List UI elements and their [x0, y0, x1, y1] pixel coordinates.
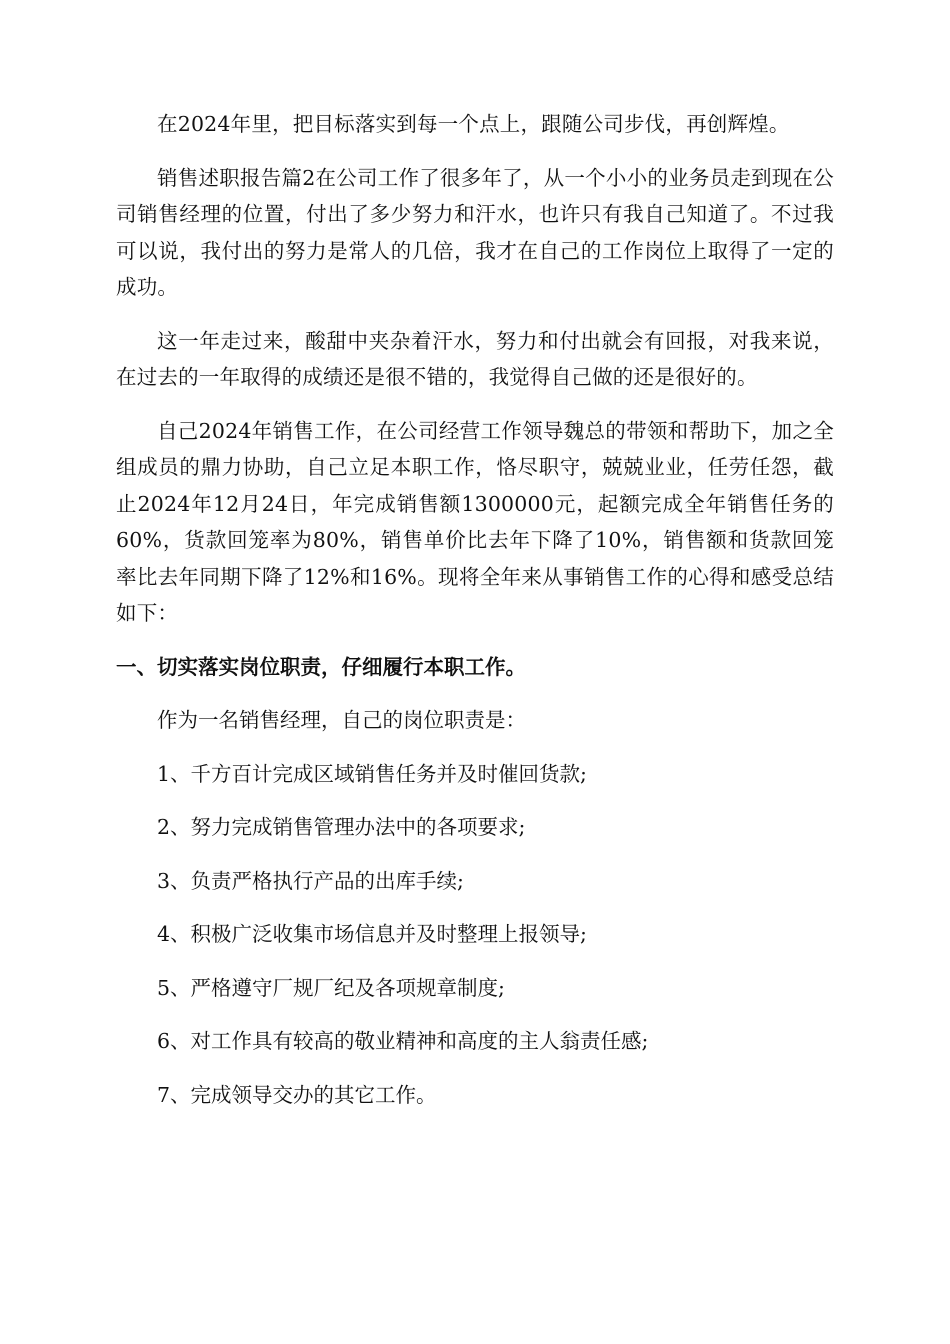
paragraph-goal: 在2024年里，把目标落实到每一个点上，跟随公司步伐，再创辉煌。 [157, 112, 790, 136]
duty-item: 7、完成领导交办的其它工作。 [157, 1082, 437, 1107]
paragraph-report-intro: 销售述职报告篇2在公司工作了很多年了，从一个小小的业务员走到现在公司销售经理的位置，付出了多少努力和汗水，也许只有我自己知道了。不过我可以说，我付出的努力是常人的几倍，我才在自己的工作岗位上取得了一定的成功。 [116, 165, 834, 299]
document-page [116, 106, 834, 1113]
duty-item: 6、对工作具有较高的敬业精神和高度的主人翁责任感; [157, 1029, 649, 1053]
duty-item: 5、严格遵守厂规厂纪及各项规章制度; [157, 975, 505, 1000]
duties-intro: 作为一名销售经理，自己的岗位职责是： [157, 708, 526, 732]
duty-item: 4、积极广泛收集市场信息并及时整理上报领导; [157, 922, 587, 946]
paragraph-sales-results: 自己2024年销售工作，在公司经营工作领导魏总的带领和帮助下，加之全组成员的鼎力协助，自己立足本职工作，恪尽职守，兢兢业业，任劳任怨，截止2024年12月24日，年完成销售额1300000元，起额完成全年销售任务的60%，货款回笼率为80%，销售单价比去年下降了10%，销售额和货款回笼率比去年同期下降了12%和16%。现将全年来从事销售工作的心得和感受总结如下： [116, 418, 834, 625]
duty-item: 2、努力完成销售管理办法中的各项要求; [157, 815, 526, 839]
section-heading: 一、切实落实岗位职责，仔细履行本职工作。 [116, 654, 526, 679]
duty-item: 3、负责严格执行产品的出库手续; [157, 868, 464, 893]
paragraph-year-review: 这一年走过来，酸甜中夹杂着汗水，努力和付出就会有回报，对我来说，在过去的一年取得的成绩还是很不错的，我觉得自己做的还是很好的。 [116, 328, 834, 389]
duty-item: 1、千方百计完成区域销售任务并及时催回货款; [157, 761, 587, 786]
